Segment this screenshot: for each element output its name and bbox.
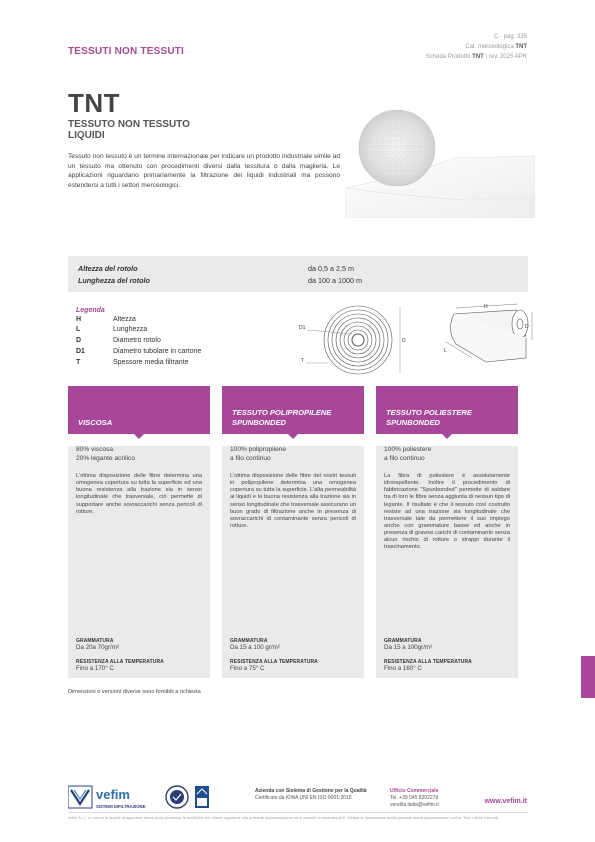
temperature-label: RESISTENZA ALLA TEMPERATURA bbox=[230, 659, 318, 665]
label-d: D bbox=[402, 338, 406, 344]
composition-line: a filo continuo bbox=[230, 454, 271, 462]
temperature-label: RESISTENZA ALLA TEMPERATURA bbox=[384, 659, 472, 665]
label-h: H bbox=[484, 304, 488, 310]
product-card-polyester bbox=[376, 446, 518, 678]
composition-line: 100% polipropilene bbox=[230, 446, 287, 453]
composition-line: a filo continuo bbox=[384, 454, 425, 462]
contact-phone: Tel. +39 045 8202279 bbox=[390, 795, 439, 801]
product-description: L'ottima disposizione delle fibre dei nostri tessuti in polipropilene determina una omogenea copertura su tutta la superficie. L'alta permeabilità ai liquidi e la buona resistenza alla trazione sia in senso longitudinale che trasversale assicurano un buon grado di filtrazione anche in presenza di sovraccarichi di contaminante senza pericoli di rotture. bbox=[230, 473, 356, 529]
footer-divider bbox=[68, 812, 528, 813]
weight-label: GRAMMATURA bbox=[230, 638, 268, 644]
composition-line: 80% viscosa bbox=[76, 446, 114, 453]
weight-value: Da 15 a 100gr/m² bbox=[384, 644, 433, 651]
logo-tagline: SISTEMI DI bbox=[96, 804, 119, 809]
page-reference: C · pag. 335 bbox=[493, 34, 527, 40]
composition-line: 20% legante acrilico bbox=[76, 454, 136, 462]
header-pointer bbox=[134, 434, 144, 439]
product-intro: Tessuto non tessuto è un termine internazionale per indicare un prodotto industriale simile ad un tessuto ma ottenuto con procedimenti diversi dalla tessitura o dalla maglieria. Le applicazioni riguardano primariamente la filtrazione dei liquidi industriali ma possono estendersi a tutti i settori merceologici. bbox=[68, 153, 340, 189]
label-t: T bbox=[301, 358, 305, 364]
temperature-value: Fino a 75° C bbox=[230, 665, 265, 672]
product-header-viscosa: VISCOSA bbox=[68, 386, 210, 434]
product-header-polypropylene: TESSUTO POLIPROPILENE SPUNBONDED bbox=[222, 386, 364, 434]
document-reference bbox=[426, 32, 527, 62]
product-description: L'ottima disposizione delle fibre determina una omogenea copertura su tutta la superficie ed una buona resistenza alla trazione sia in senso longitudinale che trasversale, ciò permette di supportare anche sovraccarichi senza pericoli di rotture. bbox=[76, 473, 202, 515]
label-l: L bbox=[444, 348, 447, 354]
weight-value: Da 20a 70gr/m² bbox=[76, 644, 119, 651]
website-link[interactable]: www.vefim.it bbox=[484, 798, 527, 805]
vefim-logo bbox=[68, 786, 146, 809]
product-header-polyester: TESSUTO POLIESTERE SPUNBONDED bbox=[376, 386, 518, 434]
legal-disclaimer: Vefim S.r.l. si riserva la facoltà di apportare senza alcun preavviso le modifiche che ritiene opportune alla presente documentazione ed ai prodotti in essa descritti. Vietata la riproduzione anche parziale senza autorizzazione scritta. Tutti i diritti riservati. bbox=[68, 816, 500, 820]
category-title: TESSUTI NON TESSUTI bbox=[68, 46, 185, 57]
roll-cross-section bbox=[324, 306, 392, 374]
logo-tagline: FILTRAZIONE bbox=[118, 804, 146, 809]
spec-label-length: Lunghezza del rotolo bbox=[78, 276, 150, 285]
contact-title: Ufficio Commerciale bbox=[390, 788, 439, 794]
roll-specs bbox=[68, 256, 528, 292]
product-card-polypropylene bbox=[222, 446, 364, 678]
legend-item: L Lunghezza bbox=[76, 326, 148, 333]
weight-label: GRAMMATURA bbox=[384, 638, 422, 644]
header-pointer bbox=[288, 434, 298, 439]
contact-email[interactable]: vendita.italia@vefim.it bbox=[390, 802, 439, 808]
section-side-tab bbox=[581, 656, 595, 698]
roll-dimension-diagram bbox=[296, 300, 536, 378]
temperature-value: Fino a 160° C bbox=[384, 665, 422, 672]
spec-label-height: Altezza del rotolo bbox=[78, 264, 138, 273]
roll-perspective bbox=[446, 304, 532, 362]
weight-label: GRAMMATURA bbox=[76, 638, 114, 644]
sales-contact bbox=[390, 788, 439, 809]
label-d1: D1 bbox=[299, 325, 306, 331]
company-logos bbox=[68, 784, 218, 812]
certification-seal-icon bbox=[166, 786, 188, 808]
legend-item: T Spessore media filtrante bbox=[76, 359, 189, 366]
spec-value-height: da 0,5 a 2,5 m bbox=[308, 264, 354, 273]
spec-value-length: da 100 a 1000 m bbox=[308, 276, 362, 285]
quality-mark-icon bbox=[195, 786, 209, 808]
catalog-reference: Cat. merceologica TNT bbox=[465, 44, 527, 50]
weight-value: Da 15 a 100 gr/m² bbox=[230, 644, 280, 651]
fabric-roll-image bbox=[345, 108, 535, 218]
legend-item: D Diametro rotolo bbox=[76, 337, 161, 344]
temperature-value: Fino a 170° C bbox=[76, 665, 114, 672]
logo-name: vefim bbox=[96, 787, 130, 802]
header-pointer bbox=[442, 434, 452, 439]
label-d-perspective: D bbox=[525, 324, 529, 330]
sheet-reference: Scheda Prodotto TNT | rev. 2025 APR bbox=[425, 54, 527, 60]
temperature-label: RESISTENZA ALLA TEMPERATURA bbox=[76, 659, 164, 665]
product-card-viscosa bbox=[68, 446, 210, 678]
legend-title: Legenda bbox=[76, 307, 105, 314]
product-subtitle: TESSUTO NON TESSUTO LIQUIDI bbox=[68, 119, 190, 141]
dimensions-note: Dimensioni o versioni diverse sono fornibili a richiesta bbox=[68, 689, 201, 695]
product-description: La fibra di poliestere è assolutamente idrorepellente. Inoltre il procedimento di fabbricazione "Spunbonded" permette di saldare tra di loro le fibre senza aggiunta di nessun tipo di legante. Il risultato è che il tessuto così costruito resiste ad una trazione sia longitudinale che trasversale tale da permettere il suo impiego anche con grammature basse ed anche in presenza di gravosi carichi di contaminante senza alcun rischio di rotture o strappi durante il trascinamento. bbox=[384, 473, 510, 551]
legend-item: H Altezza bbox=[76, 316, 136, 323]
legend-item: D1 Diametro tubolare in cartone bbox=[76, 348, 202, 355]
product-title: TNT bbox=[68, 88, 121, 118]
composition-line: 100% poliestere bbox=[384, 446, 432, 453]
quality-certification: Azienda con Sistema di Gestione per la Qualità Certificato da KIWA UNI EN ISO 9001:2015 bbox=[255, 788, 367, 801]
